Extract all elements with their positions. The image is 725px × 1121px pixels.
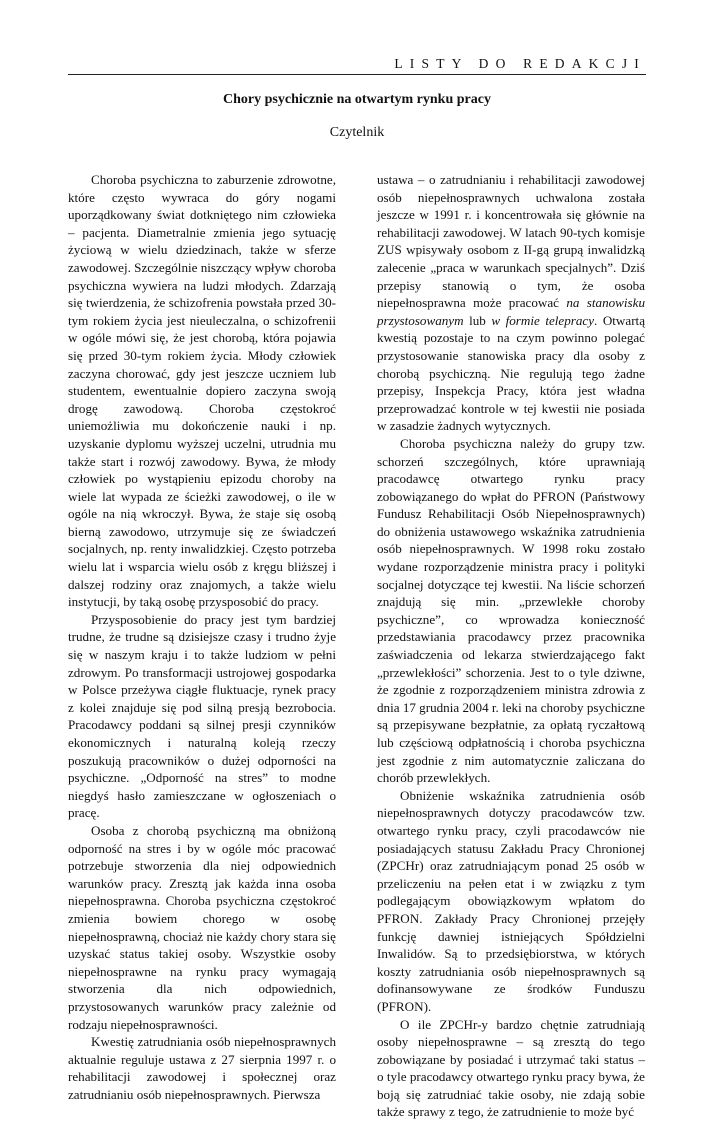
header-rule [68,74,646,75]
text-run: ustawa – o zatrudnianiu i rehabilitacji zawodowej osób niepełnosprawnych uchwalona została jeszcze w 1991 r. i koncentrowała się głównie na rehabilitacji zawodowej. W latach 90-tych komisje ZUS wpisywały osobom z II-gą grupą inwalidzką zalecenie „praca w warunkach specjalnych”. Dziś przepisy stanowią o tym, że osoba niepełnosprawna może pracować [377,172,645,310]
article-author: Czytelnik [68,124,646,142]
paragraph: Kwestię zatrudniania osób niepełnosprawnych aktualnie reguluje ustawa z 27 sierpnia 1997 r. o rehabilitacji zawodowej i społecznej oraz zatrudnianiu osób niepełnosprawnych. Pierwsza [68,1033,336,1103]
article-title: Chory psychicznie na otwartym rynku pracy [68,91,646,109]
running-head: LISTY DO REDAKCJI [68,56,646,72]
paragraph-continued [377,171,645,435]
left-column [68,171,336,1103]
text-run: lub [469,313,486,328]
paragraph: O ile ZPCHr-y bardzo chętnie zatrudniają osoby niepełnosprawne – są zresztą do tego zobowiązane by posiadać i utrzymać taki status – o tyle pracodawcy otwartego rynku pracy bywa, że boją się zatrudniać takie osoby, nie zdają sobie także sprawy z tego, że zatrudnienie to może być [377,1016,645,1121]
right-column [377,171,645,1121]
paragraph: Osoba z chorobą psychiczną ma obniżoną odporność na stres i by w ogóle móc pracować potrzebuje stworzenia dla niej odpowiednich warunków pracy. Zresztą jak każda inna osoba niepełnosprawna. Choroba psychiczna częstokroć zmienia bowiem chorego w osobę niepełnosprawną, chociaż nie każdy chory stara się uzyskać status takiej osoby. Wszystkie osoby niepełnosprawne na rynku pracy wymagają stworzenia dla nich odpowiednich, przystosowanych warunków pracy zależnie od rodzaju niepełnosprawności. [68,822,336,1033]
italic-text-run: w formie telepracy [491,313,594,328]
text-run: . Otwartą kwestią pozostaje to na czym powinno polegać przystosowanie stanowiska pracy dla osoby z chorobą psychiczną. Nie regulują tego żadne przepisy, Inspekcja Pracy, która jest władna przeprowadzać kontrole w tej kwestii nie posiada w zasadzie żadnych wytycznych. [377,313,645,434]
paragraph: Choroba psychiczna należy do grupy tzw. schorzeń szczególnych, które uprawniają pracodawcę otwartego rynku pracy zobowiązanego do wpłat do PFRON (Państwowy Fundusz Rehabilitacji Osób Niepełnosprawnych) do obniżenia ustawowego wskaźnika zatrudnienia osób niepełnosprawnych. W 1998 roku zostało wydane rozporządzenie ministra pracy i polityki socjalnej dotyczące tej kwestii. Na liście schorzeń znajdują się min. „przewlekłe choroby psychiczne”, co wprowadza konieczność przedstawiania pracodawcy przez pracownika zaświadczenia od lekarza stwierdzającego fakt „przewlekłości” schorzenia. Jest to o tyle dziwne, że zgodnie z rozporządzeniem ministra zdrowia z dnia 17 grudnia 2004 r. leki na choroby psychiczne są przepisywane bezpłatnie, za opłatą ryczałtową lub częściową odpłatnością i choroba psychiczna jest zgodnie z nim automatycznie zaliczana do chorób przewlekłych. [377,435,645,787]
paragraph: Przysposobienie do pracy jest tym bardziej trudne, że trudne są dzisiejsze czasy i trudno żyje się w naszym kraju i to także ludziom w pełni zdrowym. Po transformacji ustrojowej gospodarka w Polsce przeżywa ciągłe fluktuacje, rynek pracy z kolei znajduje się pod silną presją bezrobocia. Pracodawcy poddani są silnej presji czynników ekonomicznych i naturalną koleją rzeczy poszukują pracowników o dużej odporności na psychiczne. „Odporność na stres” to modne niegdyś hasło zamieszczane w ogłoszeniach o pracę. [68,611,336,822]
paragraph: Choroba psychiczna to zaburzenie zdrowotne, które często wywraca do góry nogami uporządkowany świat dotkniętego nim człowieka – pacjenta. Diametralnie zmienia jego sytuację życiową w wielu dziedzinach, także w sferze zawodowej. Szczególnie niszczący wpływ choroba psychiczna wywiera na ludzi młodych. Zdarzają się twierdzenia, że schizofrenia powstała przed 30-tym rokiem życia jest nieuleczalna, o schizofrenii w ogóle mówi się, że jest chorobą, która pojawia się przed 30-tym rokiem życia. Młody człowiek zaczyna chorować, gdy jest jeszcze uczniem lub studentem, ewentualnie dopiero zaczyna swoją drogę zawodową. Choroba częstokroć uniemożliwia mu dokończenie nauki i np. uzyskanie dyplomu wyższej uczelni, utrudnia mu także start i rozwój zawodowy. Bywa, że młody człowiek po wystąpieniu epizodu choroby na wiele lat wypada ze ścieżki zawodowej, o ile w ogóle na nią wkroczył. Bywa, że staje się osobą bierną zawodowo, utrzymuje się ze świadczeń socjalnych, np. renty inwalidzkiej. Często potrzeba wielu lat i wsparcia wielu osób z kręgu bliższej i dalszej rodziny oraz znajomych, a także wielu instytucji, by taką osobę przysposobić do pracy. [68,171,336,611]
paragraph: Obniżenie wskaźnika zatrudnienia osób niepełnosprawnych dotyczy pracodawców tzw. otwartego rynku pracy, czyli pracodawców nie posiadających statusu Zakładu Pracy Chronionej (ZPCHr) oraz zatrudniającym ponad 25 osób w przeliczeniu na pełen etat i w związku z tym podlegającym obowiązkowym wpłatom do PFRON. Zakłady Pracy Chronionej przejęły funkcję dawniej istniejących Spółdzielni Inwalidów. Są to przedsiębiorstwa, w których koszty zatrudniania osób niepełnosprawnych są dofinansowywane ze środków Funduszu (PFRON). [377,787,645,1016]
italic-text-run: na stanowisku przystosowanym [377,295,645,328]
